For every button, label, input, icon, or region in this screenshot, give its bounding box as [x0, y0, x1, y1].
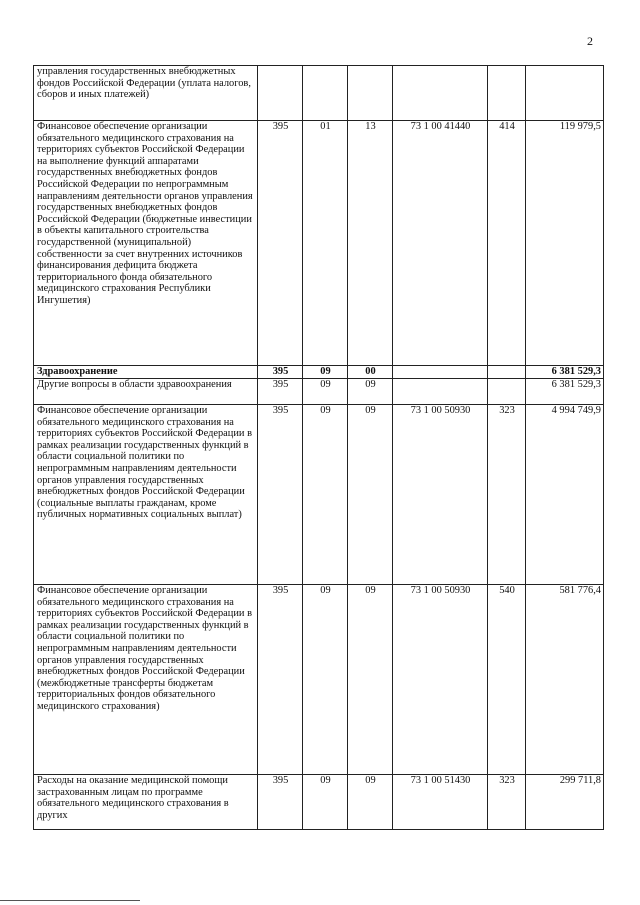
grbs-code: 395	[258, 121, 303, 366]
section-code: 09	[303, 585, 348, 775]
amount: 581 776,4	[526, 585, 604, 775]
table-row	[34, 121, 604, 366]
row-name: Другие вопросы в области здравоохранения	[34, 379, 258, 405]
subsection-code: 09	[348, 405, 393, 585]
subsection-code: 13	[348, 121, 393, 366]
table-row	[34, 379, 604, 405]
amount: 6 381 529,3	[526, 366, 604, 379]
section-code: 09	[303, 366, 348, 379]
subsection-code	[348, 66, 393, 121]
target-article-code	[393, 66, 488, 121]
table-row	[34, 366, 604, 379]
page-number: 2	[587, 34, 593, 48]
subsection-code: 09	[348, 775, 393, 830]
row-name: Финансовое обеспечение организации обязательного медицинского страхования на территориях субъектов Российской Федерации на выполнение функций аппаратами государственных внебюджетных фондов Российской Федерации по непрограммным направлениям деятельности органов управления государственных внебюджетных фондов Российской Федерации (бюджетные инвестиции в объекты капитального строительства государственной (муниципальной) собственности за счет внутренних источников финансирования дефицита бюджета территориального фонда обязательного медицинского страхования Республики Ингушетия)	[34, 121, 258, 366]
section-code: 09	[303, 405, 348, 585]
amount: 119 979,5	[526, 121, 604, 366]
section-code: 09	[303, 775, 348, 830]
table-row	[34, 405, 604, 585]
target-article-code: 73 1 00 50930	[393, 585, 488, 775]
amount: 6 381 529,3	[526, 379, 604, 405]
expense-type-code	[488, 366, 526, 379]
expense-type-code	[488, 379, 526, 405]
row-name: Расходы на оказание медицинской помощи застрахованным лицам по программе обязательного медицинского страхования в других	[34, 775, 258, 830]
subsection-code: 09	[348, 379, 393, 405]
table-row	[34, 775, 604, 830]
grbs-code: 395	[258, 379, 303, 405]
target-article-code: 73 1 00 41440	[393, 121, 488, 366]
expense-type-code: 540	[488, 585, 526, 775]
expense-type-code	[488, 66, 526, 121]
budget-table	[33, 65, 604, 830]
table-row	[34, 66, 604, 121]
row-name: Финансовое обеспечение организации обязательного медицинского страхования на территориях субъектов Российской Федерации в рамках реализации государственных функций в области социальной политики по непрограммным направлениям деятельности органов управления государственных внебюджетных фондов Российской Федерации (межбюджетные трансферты бюджетам территориальных фондов обязательного медицинского страхования)	[34, 585, 258, 775]
grbs-code	[258, 66, 303, 121]
amount	[526, 66, 604, 121]
section-code: 09	[303, 379, 348, 405]
grbs-code: 395	[258, 405, 303, 585]
grbs-code: 395	[258, 366, 303, 379]
expense-type-code: 323	[488, 775, 526, 830]
section-code	[303, 66, 348, 121]
grbs-code: 395	[258, 775, 303, 830]
row-name: Здравоохранение	[34, 366, 258, 379]
row-name: управления государственных внебюджетных фондов Российской Федерации (уплата налогов, сборов и иных платежей)	[34, 66, 258, 121]
target-article-code: 73 1 00 50930	[393, 405, 488, 585]
target-article-code	[393, 379, 488, 405]
expense-type-code: 323	[488, 405, 526, 585]
target-article-code	[393, 366, 488, 379]
scan-edge-line	[0, 900, 140, 901]
section-code: 01	[303, 121, 348, 366]
row-name: Финансовое обеспечение организации обязательного медицинского страхования на территориях субъектов Российской Федерации в рамках реализации государственных функций в области социальной политики по непрограммным направлениям деятельности органов управления государственных внебюджетных фондов Российской Федерации (социальные выплаты гражданам, кроме публичных нормативных социальных выплат)	[34, 405, 258, 585]
target-article-code: 73 1 00 51430	[393, 775, 488, 830]
table-row	[34, 585, 604, 775]
amount: 4 994 749,9	[526, 405, 604, 585]
expense-type-code: 414	[488, 121, 526, 366]
amount: 299 711,8	[526, 775, 604, 830]
subsection-code: 09	[348, 585, 393, 775]
grbs-code: 395	[258, 585, 303, 775]
subsection-code: 00	[348, 366, 393, 379]
